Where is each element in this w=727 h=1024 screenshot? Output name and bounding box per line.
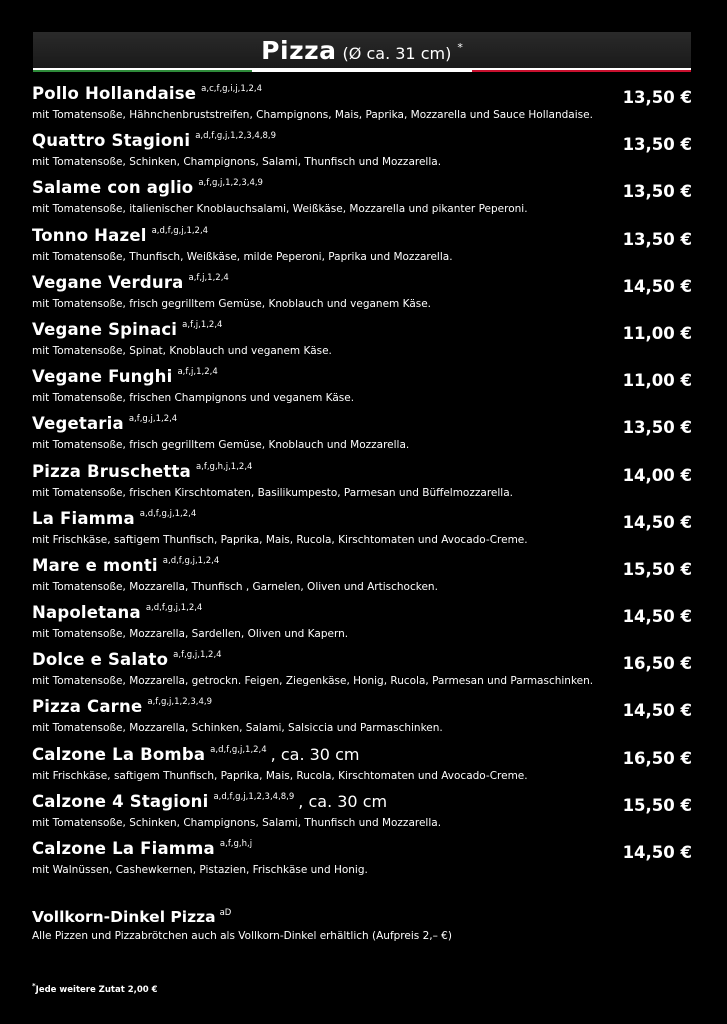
menu-item-description: mit Tomatensoße, Mozzarella, Thunfisch , Garnelen, Oliven und Artischocken. <box>32 580 438 593</box>
menu-item-title-line <box>32 273 692 300</box>
menu-item-allergens: a,d,f,g,j,1,2,4 <box>151 225 209 236</box>
menu-item-description: mit Tomatensoße, Mozzarella, Schinken, Salami, Salsiccia und Parmaschinken. <box>32 722 443 735</box>
menu-item-price: 14,00 € <box>622 465 692 485</box>
menu-item-name: Vegane Spinaci <box>32 319 178 339</box>
section-subtitle: (Ø ca. 31 cm) <box>342 43 452 63</box>
menu-item-description: mit Walnüssen, Cashewkernen, Pistazien, Frischkäse und Honig. <box>32 864 368 876</box>
footnote <box>32 982 158 995</box>
menu-item-allergens: a,f,j,1,2,4 <box>182 319 223 330</box>
menu-item <box>32 556 692 603</box>
menu-item-title-line <box>32 462 692 489</box>
menu-item-allergens: a,f,j,1,2,4 <box>188 272 229 283</box>
menu-item-description: mit Tomatensoße, italienischer Knoblauchsalami, Weißkäse, Mozzarella und pikanter Peperoni. <box>32 203 528 216</box>
menu-item-name: Calzone La Fiamma <box>32 839 215 858</box>
menu-item-price: 13,50 € <box>622 135 692 155</box>
menu-item <box>32 792 692 839</box>
menu-item <box>32 367 692 414</box>
menu-item-allergens: a,c,f,g,i,j,1,2,4 <box>201 84 263 94</box>
menu-item-price: 13,50 € <box>622 182 692 202</box>
footnote-star: * <box>32 982 36 990</box>
menu-item-description: mit Tomatensoße, frisch gegrilltem Gemüse, Knoblauch und veganem Käse. <box>32 297 432 310</box>
menu-item-description: mit Tomatensoße, frischen Champignons und veganem Käse. <box>32 392 355 405</box>
menu-item-allergens: a,f,g,j,1,2,3,4,9 <box>147 697 212 708</box>
whole-grain-info <box>32 908 692 942</box>
menu-item-title-line <box>32 320 692 347</box>
menu-item-price: 15,50 € <box>622 559 692 579</box>
menu-item-allergens: a,d,f,g,j,1,2,4 <box>145 603 203 614</box>
menu-item <box>32 320 692 367</box>
menu-item-title-line <box>32 745 692 772</box>
menu-item-price: 14,50 € <box>622 276 692 296</box>
menu-item-name: Salame con aglio <box>32 178 194 198</box>
menu-item-description: mit Tomatensoße, Mozzarella, getrockn. Feigen, Ziegenkäse, Honig, Rucola, Parmesan und Parmaschinken. <box>32 675 594 688</box>
menu-item-allergens: a,d,f,g,j,1,2,3,4,8,9 <box>195 131 277 142</box>
pizza-menu-list <box>32 84 692 886</box>
menu-item-price: 14,50 € <box>622 607 692 627</box>
menu-item <box>32 839 692 886</box>
menu-item-description: mit Tomatensoße, Spinat, Knoblauch und veganem Käse. <box>32 344 332 357</box>
whole-grain-title-line <box>32 908 692 926</box>
menu-item <box>32 462 692 509</box>
menu-item-title-line <box>32 178 692 205</box>
menu-item-name: Tonno Hazel <box>32 225 147 245</box>
menu-item-size: , ca. 30 cm <box>298 791 388 811</box>
menu-item-description: mit Tomatensoße, frischen Kirschtomaten, Basilikumpesto, Parmesan und Büffelmozzarella. <box>32 486 513 499</box>
menu-item <box>32 697 692 744</box>
menu-item-name: Napoletana <box>32 603 141 623</box>
menu-item <box>32 414 692 461</box>
footnote-text: Jede weitere Zutat 2,00 € <box>35 984 158 995</box>
section-header <box>33 32 691 70</box>
menu-item-description: mit Tomatensoße, Schinken, Champignons, Salami, Thunfisch und Mozzarella. <box>32 156 442 169</box>
menu-item-price: 16,50 € <box>622 748 692 768</box>
menu-item <box>32 84 692 131</box>
menu-item-name: La Fiamma <box>32 508 135 528</box>
menu-item <box>32 131 692 178</box>
menu-item-allergens: a,d,f,g,j,1,2,4 <box>210 744 267 755</box>
menu-item-price: 16,50 € <box>622 654 692 674</box>
menu-item-name: Pizza Carne <box>32 697 143 717</box>
footnote-star-marker: * <box>457 40 463 54</box>
menu-item <box>32 226 692 273</box>
menu-item-allergens: a,f,g,h,j <box>219 839 253 849</box>
menu-item-name: Dolce e Salato <box>32 650 169 670</box>
menu-item-price: 14,50 € <box>622 701 692 721</box>
menu-item <box>32 273 692 320</box>
menu-item-description: mit Tomatensoße, Schinken, Champignons, Salami, Thunfisch und Mozzarella. <box>32 816 442 829</box>
menu-item-title-line <box>32 367 692 394</box>
menu-item-title-line <box>32 603 692 630</box>
menu-item-title-line <box>32 509 692 536</box>
menu-item-description: mit Tomatensoße, Hähnchenbruststreifen, Champignons, Mais, Paprika, Mozzarella und Sauce Hollandaise. <box>32 109 593 121</box>
menu-item-price: 15,50 € <box>622 795 692 815</box>
menu-item <box>32 178 692 225</box>
menu-item-name: Vegetaria <box>32 414 124 434</box>
menu-item-description: mit Frischkäse, saftigem Thunfisch, Paprika, Mais, Rucola, Kirschtomaten und Avocado-Creme. <box>32 769 528 782</box>
menu-item-allergens: a,f,g,j,1,2,4 <box>173 650 222 661</box>
whole-grain-description: Alle Pizzen und Pizzabrötchen auch als Vollkorn-Dinkel erhältlich (Aufpreis 2,– €) <box>32 930 452 942</box>
menu-item <box>32 603 692 650</box>
menu-item-size: , ca. 30 cm <box>270 744 360 764</box>
menu-item-name: Pollo Hollandaise <box>32 84 197 103</box>
menu-item-allergens: a,d,f,g,j,1,2,4 <box>162 555 220 566</box>
menu-item-price: 14,50 € <box>622 512 692 532</box>
menu-item <box>32 745 692 792</box>
section-title: Pizza <box>261 35 337 65</box>
menu-item-price: 13,50 € <box>622 88 692 107</box>
menu-item-description: mit Tomatensoße, Mozzarella, Sardellen, Oliven und Kapern. <box>32 628 349 641</box>
menu-item-name: Calzone 4 Stagioni <box>32 791 209 811</box>
menu-item-price: 13,50 € <box>622 229 692 249</box>
whole-grain-title: Vollkorn-Dinkel Pizza <box>32 908 216 926</box>
flag-red-stripe <box>472 70 691 72</box>
menu-item-price: 13,50 € <box>622 418 692 438</box>
menu-item-name: Mare e monti <box>32 555 158 575</box>
menu-item-allergens: a,f,g,j,1,2,3,4,9 <box>198 178 263 189</box>
menu-item-title-line <box>32 839 692 866</box>
tricolor-stripe <box>33 70 691 72</box>
menu-item-name: Vegane Funghi <box>32 367 173 387</box>
menu-item-allergens: a,f,j,1,2,4 <box>177 367 218 378</box>
menu-item-allergens: a,f,g,j,1,2,4 <box>128 414 178 425</box>
menu-item-allergens: a,d,f,g,j,1,2,4 <box>139 508 197 519</box>
menu-item-price: 11,00 € <box>622 371 692 391</box>
menu-item-price: 14,50 € <box>622 843 692 862</box>
menu-item-title-line <box>32 650 692 677</box>
whole-grain-allergens: aD <box>219 908 232 918</box>
menu-item-name: Calzone La Bomba <box>32 744 206 764</box>
menu-item-name: Quattro Stagioni <box>32 131 191 151</box>
flag-green-stripe <box>33 70 252 72</box>
menu-item <box>32 509 692 556</box>
menu-item-title-line <box>32 226 692 253</box>
menu-item-name: Pizza Bruschetta <box>32 461 191 481</box>
menu-item-title-line <box>32 84 692 111</box>
menu-item-name: Vegane Verdura <box>32 272 184 292</box>
menu-item-title-line <box>32 556 692 583</box>
menu-item-description: mit Tomatensoße, Thunfisch, Weißkäse, milde Peperoni, Paprika und Mozzarella. <box>32 250 453 263</box>
header-title-group <box>261 36 463 65</box>
menu-item-title-line <box>32 792 692 819</box>
menu-item-description: mit Tomatensoße, frisch gegrilltem Gemüse, Knoblauch und Mozzarella. <box>32 439 410 452</box>
menu-item-title-line <box>32 414 692 441</box>
menu-item-allergens: a,d,f,g,j,1,2,3,4,8,9 <box>213 791 295 802</box>
menu-item-title-line <box>32 131 692 158</box>
menu-item <box>32 650 692 697</box>
menu-item-price: 11,00 € <box>622 323 692 343</box>
menu-item-description: mit Frischkäse, saftigem Thunfisch, Paprika, Mais, Rucola, Kirschtomaten und Avocado-Creme. <box>32 533 528 546</box>
menu-item-allergens: a,f,g,h,j,1,2,4 <box>195 461 253 472</box>
menu-item-title-line <box>32 697 692 724</box>
flag-white-stripe <box>252 70 471 72</box>
